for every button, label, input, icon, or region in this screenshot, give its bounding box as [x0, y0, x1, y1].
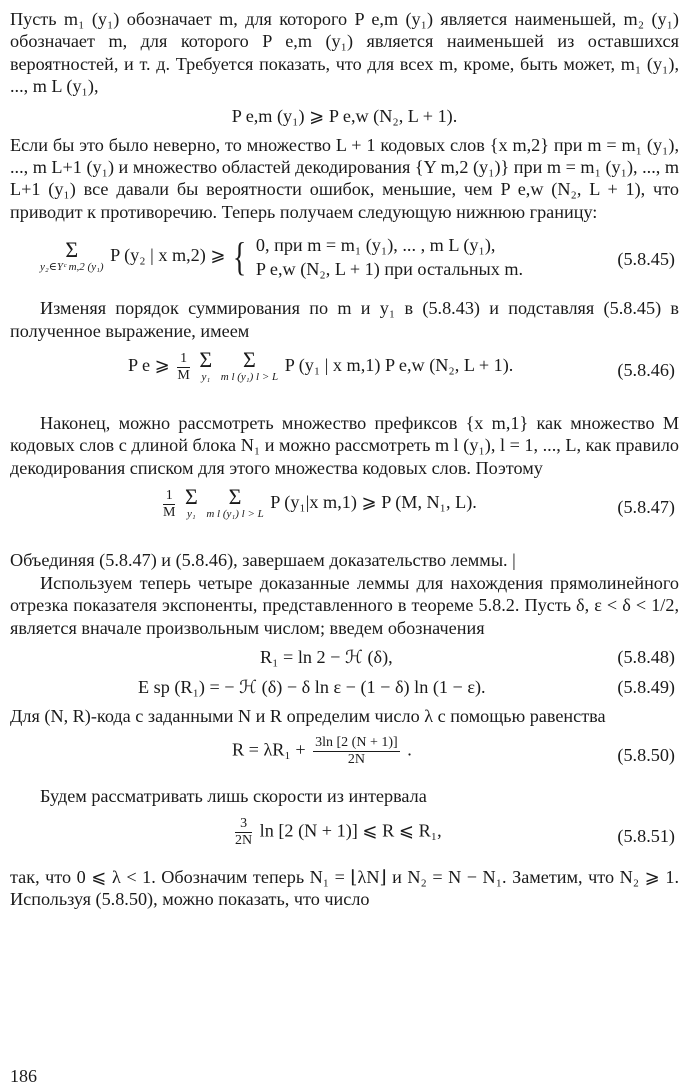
- equation-lhs: R = λR₁ +: [232, 739, 306, 760]
- cases: [256, 233, 523, 281]
- paragraph-6: Используем теперь четыре доказанные леммы для нахождения прямолинейного отрезка показателя экспоненты, представленного в теореме 5.8.2. Пусть δ, ε < δ < 1/2, является вначале произвольным числом; введем обозначения: [10, 572, 679, 638]
- summation-sign: Σ y₁: [199, 347, 213, 384]
- equation-rhs: P (y₁|x m,1) ⩾ P (M, N₁, L).: [270, 492, 477, 513]
- paragraph-8: Будем рассматривать лишь скорости из интервала: [40, 786, 427, 807]
- fraction: $\frac{3\ln [2 (N + 1)]}{2N}$: [315, 735, 398, 768]
- paragraph-9: так, что 0 ⩽ λ < 1. Обозначим теперь N₁ = ⌊λN⌋ и N₂ = N − N₁. Заметим, что N₂ ⩾ 1. Используя (5.8.50), можно показать, что число: [10, 866, 679, 910]
- fraction: $\frac{1}{M}$: [177, 350, 190, 383]
- equation-body: R₁ = ln 2 − ℋ (δ),: [260, 646, 393, 667]
- fraction: $\frac{1}{M}$: [163, 487, 176, 520]
- equation-5-8-49: [10, 675, 679, 699]
- equation-number: (5.8.45): [617, 249, 675, 270]
- summation-sign: Σ y₁: [185, 484, 198, 521]
- case-2: P e,w (N₂, L + 1) при остальных m.: [255, 259, 524, 280]
- paragraph-3: Изменяя порядок суммирования по m и y₁ в (5.8.43) и подставляя (5.8.45) в полученное выражение, имеем: [10, 298, 679, 341]
- equation-body: P e,m (y₁) ⩾ P e,w (N₂, L + 1).: [231, 105, 458, 126]
- equation-lhs: P e ⩾: [128, 355, 170, 376]
- case-1: 0, при m = m₁ (y₁), ... , m L (y₁),: [255, 235, 496, 256]
- summation-sign: Σ m l (y₁) l > L: [206, 484, 264, 521]
- paragraph-1: Пусть m₁ (y₁) обозначает m, для которого P e,m (y₁) является наименьшей, m₂ (y₁) обозначает m, для которого P e,m (y₁) является наименьшей из оставшихся вероятностей, и т. д. Требуется показать, что для всех m, кроме, быть может, m₁ (y₁), ..., m L (y₁),: [10, 9, 679, 97]
- paragraph-4: Наконец, можно рассмотреть множество префиксов {x m,1} как множество M кодовых слов с длиной блока N₁ и можно рассмотреть m l (y₁), l = 1, ..., L, как правило декодирования списком для этого множества кодовых слов. Поэтому: [10, 413, 679, 478]
- equation-5-8-47: [10, 484, 679, 543]
- equation-number: (5.8.48): [617, 646, 675, 667]
- equation-5-8-46: [10, 347, 679, 406]
- equation-number: (5.8.51): [617, 825, 675, 846]
- equation-rhs: ln [2 (N + 1)] ⩽ R ⩽ R₁,: [259, 820, 442, 841]
- equation-number: (5.8.47): [617, 497, 675, 518]
- equation-number: (5.8.49): [617, 676, 675, 697]
- equation-5-8-51: [10, 816, 679, 860]
- summation-sign: Σ y₂∈Yᶜ m,2 (y₁): [40, 237, 104, 274]
- equation-lhs: P (y₂ | x m,2) ⩾: [110, 245, 226, 266]
- paragraph-5: Объединяя (5.8.47) и (5.8.46), завершаем доказательство леммы. |: [10, 550, 516, 571]
- paragraph-2: Если бы это было неверно, то множество L + 1 кодовых слов {x m,2} при m = m₁ (y₁), ..., m L+1 (y₁) и множество областей декодирования {Y m,2 (y₁)} при m = m₁ (y₁), ..., m L+1 (y₁) все давали бы вероятности ошибок, меньшие, чем P e,w (N₂, L + 1), что приводит к противоречию. Теперь получаем следующую нижнюю границу:: [10, 134, 679, 222]
- equation-number: (5.8.50): [617, 745, 675, 766]
- equation-5-8-48: [10, 645, 679, 669]
- equation-body: E sp (R₁) = − ℋ (δ) − δ ln ε − (1 − δ) ln (1 − ε).: [138, 676, 486, 697]
- equation-number: (5.8.46): [617, 360, 675, 381]
- page-number: 186: [10, 1066, 37, 1086]
- equation-unnumbered: [10, 104, 679, 128]
- brace-icon: {: [233, 234, 247, 280]
- equation-tail: .: [407, 739, 412, 760]
- paragraph-7: Для (N, R)-кода с заданными N и R определим число λ с помощью равенства: [10, 705, 606, 726]
- summation-sign: Σ m l (y₁) l > L: [220, 347, 279, 384]
- fraction: $\frac{3}{2N}$: [235, 815, 253, 848]
- equation-5-8-45: [10, 233, 679, 287]
- equation-rhs: P (y₁ | x m,1) P e,w (N₂, L + 1).: [284, 355, 514, 376]
- equation-5-8-50: [10, 735, 679, 779]
